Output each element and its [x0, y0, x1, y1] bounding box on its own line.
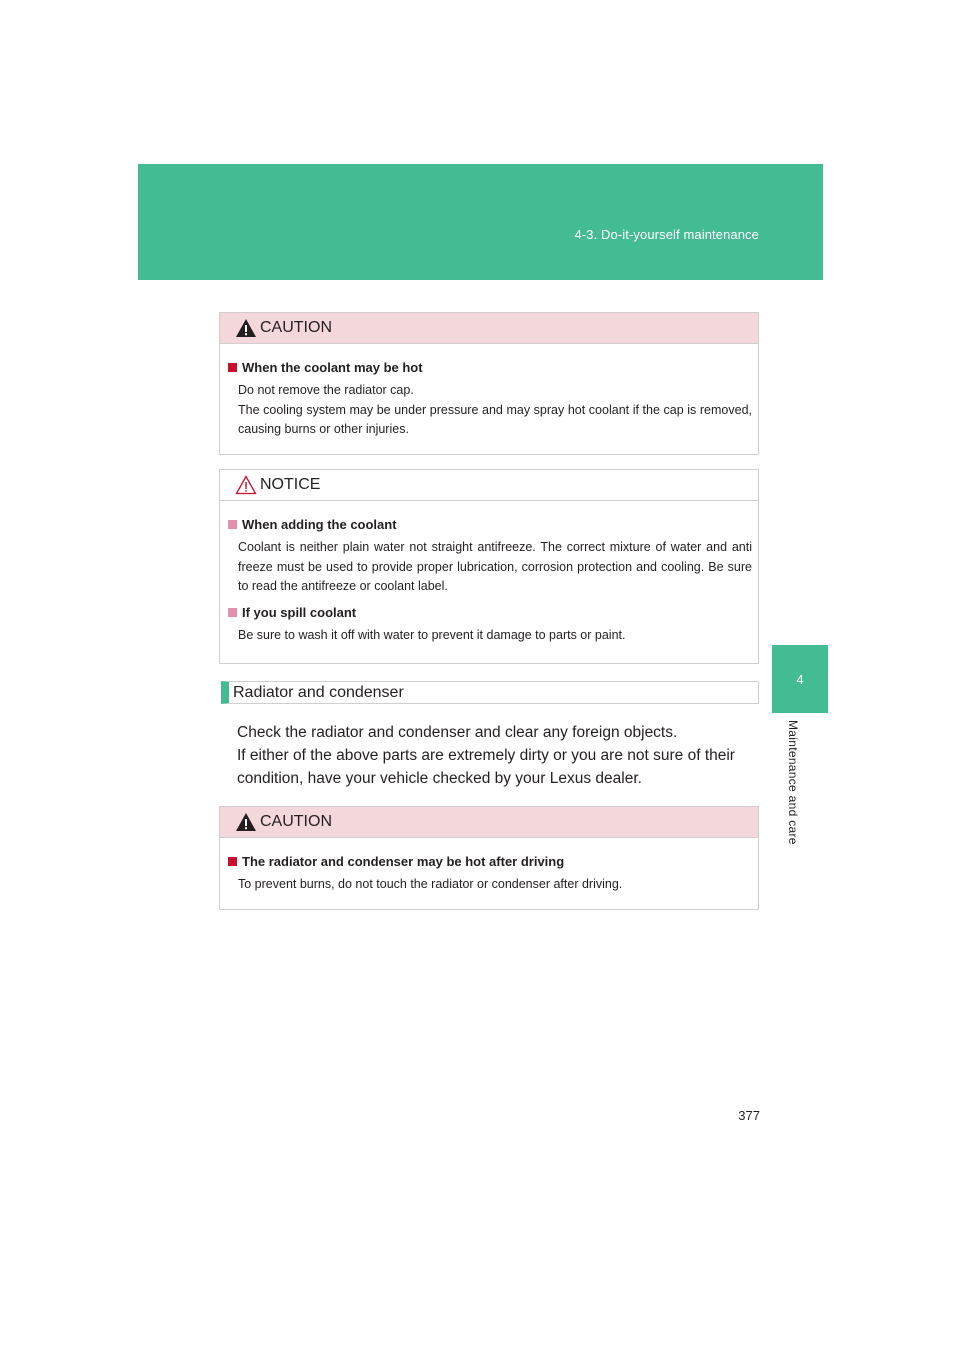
caution-item-heading-text: The radiator and condenser may be hot after driving: [242, 854, 565, 869]
notice-item-heading: [228, 605, 752, 620]
caution-item-line: Do not remove the radiator cap.: [238, 383, 414, 397]
section-body-line: Check the radiator and condenser and clear any foreign objects.: [237, 724, 678, 741]
caution-item-line: To prevent burns, do not touch the radiator or condenser after driving.: [238, 877, 623, 891]
section-body: [237, 721, 759, 790]
warning-triangle-outline-icon: [235, 475, 257, 495]
caution-item-heading-text: When the coolant may be hot: [242, 360, 423, 375]
notice-item-heading-text: If you spill coolant: [242, 604, 357, 620]
page-number: 377: [738, 1108, 760, 1123]
chapter-tab: 4: [772, 645, 828, 713]
caution-item-heading: [228, 854, 752, 869]
notice-title: NOTICE: [260, 476, 321, 493]
notice-box-coolant: [219, 469, 759, 664]
notice-item-text: [228, 626, 752, 646]
caution-box-coolant-hot: [219, 312, 759, 455]
header-section-title: 4-3. Do-it-yourself maintenance: [574, 227, 759, 242]
caution-box-header: [220, 807, 758, 838]
caution-item-heading: [228, 360, 752, 375]
notice-item-text: [228, 538, 752, 597]
notice-item-heading-text: When adding the coolant: [242, 517, 397, 532]
square-bullet-icon: [228, 520, 237, 529]
notice-box-header: [220, 470, 758, 501]
caution-title: CAUTION: [260, 319, 332, 336]
caution-item-text: [228, 381, 752, 440]
caution-item-text: [228, 875, 752, 895]
caution-box-header: [220, 313, 758, 344]
chapter-label: Maintenance and care: [786, 720, 800, 845]
square-bullet-icon: [228, 363, 237, 372]
square-bullet-icon: [228, 857, 237, 866]
warning-triangle-icon: [235, 812, 257, 832]
square-bullet-icon: [228, 608, 237, 617]
caution-title: CAUTION: [260, 813, 332, 830]
section-heading-radiator-condenser: Radiator and condenser: [221, 681, 759, 704]
caution-item-line: The cooling system may be under pressure and may spray hot coolant if the cap is removed, causing burns or other injuries.: [238, 402, 752, 436]
section-body-line: If either of the above parts are extremely dirty or you are not sure of their condition, have your vehicle checked by your Lexus dealer.: [237, 747, 735, 787]
notice-item-line: Coolant is neither plain water not straight antifreeze. The correct mixture of water and anti freeze must be used to provide proper lubrication, corrosion protection and cooling. Be sure to read the antifreeze or coolant label.: [238, 540, 752, 593]
header-band: [138, 164, 823, 280]
notice-item-heading: [228, 517, 752, 532]
caution-box-radiator-hot: [219, 806, 759, 910]
notice-item-line: Be sure to wash it off with water to prevent it damage to parts or paint.: [238, 627, 626, 642]
warning-triangle-icon: [235, 318, 257, 338]
